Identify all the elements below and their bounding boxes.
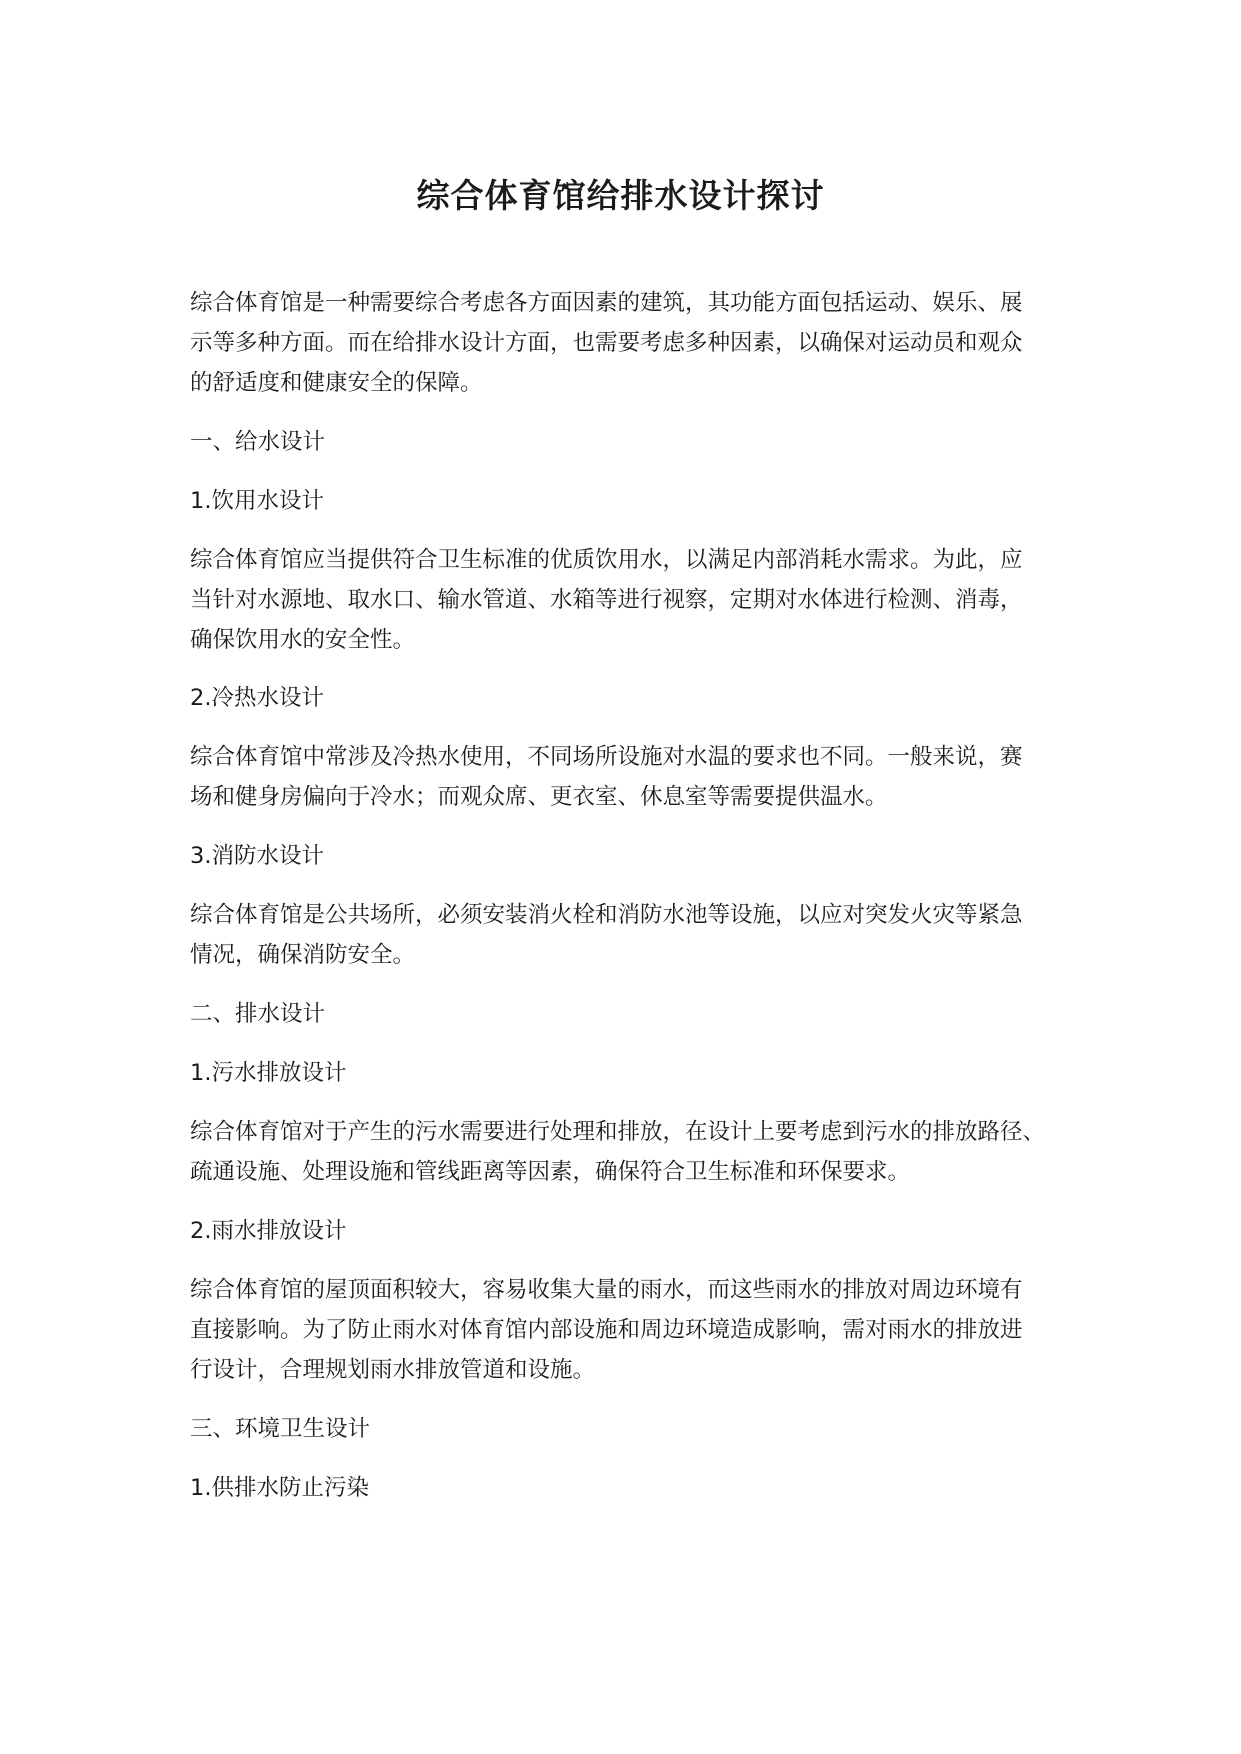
rainwater-heading: 2.雨水排放设计	[190, 1218, 347, 1244]
section-1-heading: 一、给水设计	[190, 429, 326, 455]
section-2-heading: 二、排水设计	[190, 1001, 326, 1027]
fire-water-heading: 3.消防水设计	[190, 843, 324, 869]
fire-water-paragraph	[190, 895, 1060, 975]
drinking-water-heading: 1.饮用水设计	[190, 488, 324, 514]
section-3-heading: 三、环境卫生设计	[190, 1416, 371, 1442]
hot-cold-water-paragraph	[190, 737, 1060, 817]
sewage-paragraph	[190, 1112, 1060, 1192]
paragraph-line: 综合体育馆应当提供符合卫生标准的优质饮用水，以满足内部消耗水需求。为此，应	[190, 547, 1023, 573]
intro-paragraph	[190, 283, 1060, 403]
intro-line: 示等多种方面。而在给排水设计方面，也需要考虑多种因素，以确保对运动员和观众	[190, 330, 1023, 356]
paragraph-line: 综合体育馆的屋顶面积较大，容易收集大量的雨水，而这些雨水的排放对周边环境有	[190, 1277, 1023, 1303]
document-title: 综合体育馆给排水设计探讨	[416, 176, 825, 215]
paragraph-line: 综合体育馆对于产生的污水需要进行处理和排放，在设计上要考虑到污水的排放路径、	[190, 1119, 1046, 1145]
paragraph-line: 当针对水源地、取水口、输水管道、水箱等进行视察，定期对水体进行检测、消毒，	[190, 587, 1023, 613]
pollution-prevention-heading: 1.供排水防止污染	[190, 1475, 369, 1501]
drinking-water-paragraph	[190, 540, 1060, 660]
intro-line: 综合体育馆是一种需要综合考虑各方面因素的建筑，其功能方面包括运动、娱乐、展	[190, 290, 1023, 316]
hot-cold-water-heading: 2.冷热水设计	[190, 685, 324, 711]
paragraph-line: 疏通设施、处理设施和管线距离等因素，确保符合卫生标准和环保要求。	[190, 1159, 911, 1185]
paragraph-line: 行设计，合理规划雨水排放管道和设施。	[190, 1357, 596, 1383]
paragraph-line: 场和健身房偏向于冷水；而观众席、更衣室、休息室等需要提供温水。	[190, 784, 888, 810]
paragraph-line: 直接影响。为了防止雨水对体育馆内部设施和周边环境造成影响，需对雨水的排放进	[190, 1317, 1023, 1343]
paragraph-line: 综合体育馆中常涉及冷热水使用，不同场所设施对水温的要求也不同。一般来说，赛	[190, 744, 1023, 770]
sewage-heading: 1.污水排放设计	[190, 1060, 347, 1086]
paragraph-line: 综合体育馆是公共场所，必须安装消火栓和消防水池等设施，以应对突发火灾等紧急	[190, 902, 1023, 928]
intro-line: 的舒适度和健康安全的保障。	[190, 370, 483, 396]
paragraph-line: 情况，确保消防安全。	[190, 942, 416, 968]
rainwater-paragraph	[190, 1270, 1060, 1390]
paragraph-line: 确保饮用水的安全性。	[190, 627, 416, 653]
